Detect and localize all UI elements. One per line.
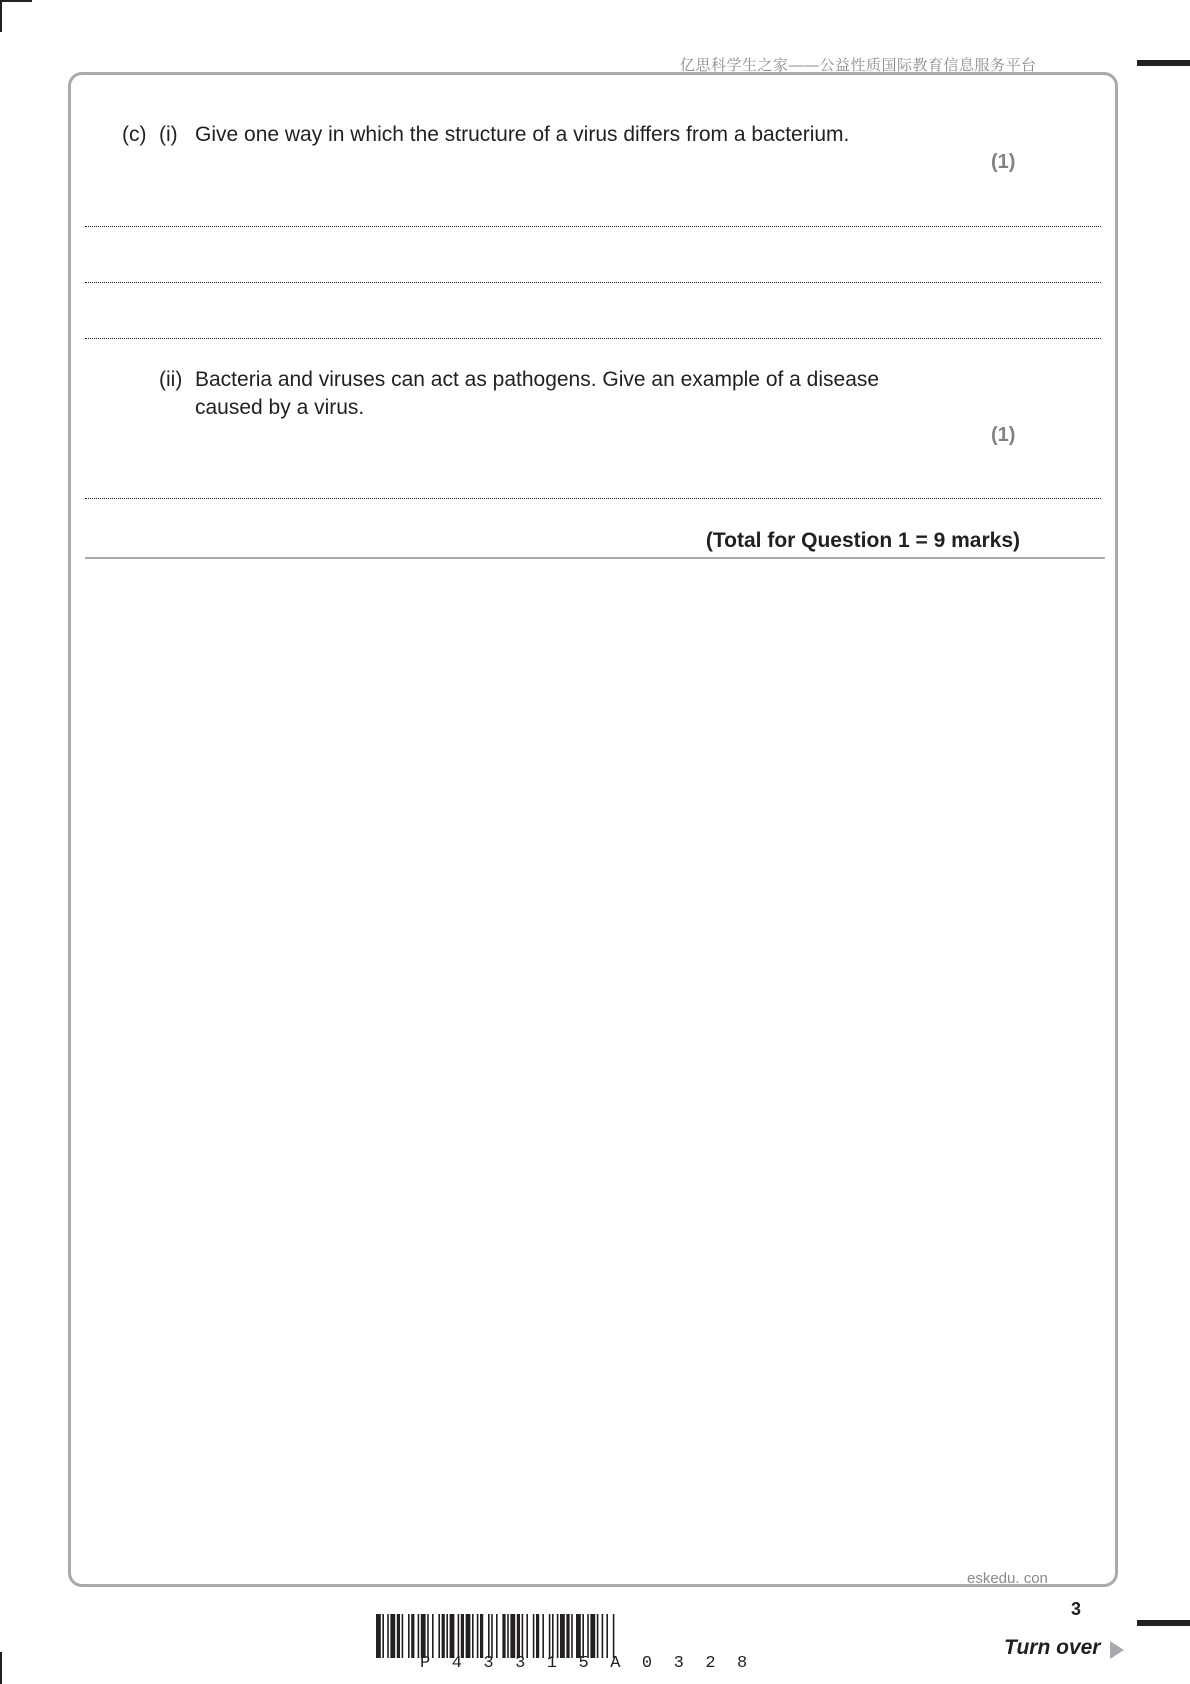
question-c-i-text: Give one way in which the structure of a virus differs from a bacterium. bbox=[195, 123, 850, 146]
question-total: (Total for Question 1 = 9 marks) bbox=[705, 529, 1020, 552]
question-part-label: (c) bbox=[122, 123, 147, 146]
barcode-bar bbox=[480, 1614, 483, 1658]
barcode-bar bbox=[458, 1614, 460, 1658]
turn-over-arrow-icon bbox=[1110, 1641, 1124, 1659]
barcode-bar bbox=[597, 1614, 599, 1658]
answer-line-c-i-3[interactable] bbox=[85, 338, 1101, 339]
barcode-bar bbox=[382, 1614, 384, 1658]
barcode-bar bbox=[421, 1614, 426, 1658]
answer-line-c-i-1[interactable] bbox=[85, 226, 1101, 227]
page-number: 3 bbox=[1071, 1599, 1082, 1619]
barcode-bar bbox=[432, 1614, 434, 1658]
question-c-ii-text-line1: Bacteria and viruses can act as pathogens. Give an example of a disease bbox=[195, 368, 880, 391]
barcode-bar bbox=[477, 1614, 479, 1658]
barcode-bar bbox=[560, 1614, 565, 1658]
barcode-icon bbox=[376, 1614, 810, 1658]
barcode-bar bbox=[387, 1614, 389, 1658]
barcode-bar bbox=[466, 1614, 471, 1658]
barcode-bar bbox=[461, 1614, 464, 1658]
barcode-bar bbox=[606, 1614, 608, 1658]
barcode-bar bbox=[411, 1614, 414, 1658]
barcode-bar bbox=[408, 1614, 410, 1658]
barcode-bar bbox=[442, 1614, 445, 1658]
barcode-bar bbox=[542, 1614, 544, 1658]
barcode-bar bbox=[571, 1614, 573, 1658]
barcode-bar bbox=[533, 1614, 535, 1658]
barcode-bar bbox=[510, 1614, 515, 1658]
barcode-bar bbox=[536, 1614, 539, 1658]
crop-mark-top-left-v bbox=[0, 0, 2, 32]
barcode-bar bbox=[446, 1614, 448, 1658]
barcode-bar bbox=[397, 1614, 400, 1658]
barcode-bar bbox=[427, 1614, 429, 1658]
barcode-bar bbox=[557, 1614, 559, 1658]
barcode-bar bbox=[549, 1614, 551, 1658]
barcode-bar bbox=[418, 1614, 420, 1658]
barcode-bar bbox=[602, 1614, 604, 1658]
barcode-bar bbox=[517, 1614, 520, 1658]
question-c-ii-text-line2: caused by a virus. bbox=[195, 396, 365, 419]
marks-c-ii: (1) bbox=[991, 424, 1016, 446]
crop-mark-top-left-h bbox=[0, 0, 32, 2]
edge-mark-bottom-right bbox=[1137, 1620, 1190, 1626]
question-sub-label-i: (i) bbox=[159, 123, 178, 146]
answer-line-c-ii-1[interactable] bbox=[85, 498, 1101, 499]
barcode-bar bbox=[390, 1614, 395, 1658]
barcode-bar bbox=[587, 1614, 589, 1658]
barcode-bar bbox=[576, 1614, 581, 1658]
barcode-bar bbox=[496, 1614, 498, 1658]
barcode-bar bbox=[590, 1614, 595, 1658]
crop-mark-bottom-left-v bbox=[0, 1652, 2, 1684]
barcode-bar bbox=[402, 1614, 404, 1658]
barcode-bar bbox=[582, 1614, 584, 1658]
barcode-bar bbox=[491, 1614, 493, 1658]
barcode-bar bbox=[552, 1614, 554, 1658]
barcode-bar bbox=[613, 1614, 615, 1658]
barcode-bar bbox=[502, 1614, 505, 1658]
barcode-bar bbox=[526, 1614, 528, 1658]
barcode-text: P43315A0328 bbox=[420, 1654, 769, 1673]
total-divider bbox=[85, 557, 1105, 559]
header-watermark: 亿思科学生之家——公益性质国际教育信息服务平台 bbox=[680, 57, 1037, 74]
barcode-bar bbox=[507, 1614, 509, 1658]
barcode-bar bbox=[522, 1614, 524, 1658]
turn-over-label: Turn over bbox=[1004, 1636, 1101, 1659]
barcode-bar bbox=[566, 1614, 569, 1658]
footer-watermark: eskedu. con bbox=[967, 1570, 1048, 1587]
question-sub-label-ii: (ii) bbox=[159, 368, 183, 391]
barcode-bar bbox=[488, 1614, 490, 1658]
barcode-bar bbox=[376, 1614, 381, 1658]
answer-line-c-i-2[interactable] bbox=[85, 282, 1101, 283]
barcode-bar bbox=[450, 1614, 455, 1658]
answer-frame bbox=[68, 72, 1118, 1587]
barcode-bar bbox=[472, 1614, 474, 1658]
edge-mark-top-right bbox=[1137, 60, 1190, 66]
marks-c-i: (1) bbox=[991, 151, 1016, 173]
barcode-bar bbox=[438, 1614, 440, 1658]
